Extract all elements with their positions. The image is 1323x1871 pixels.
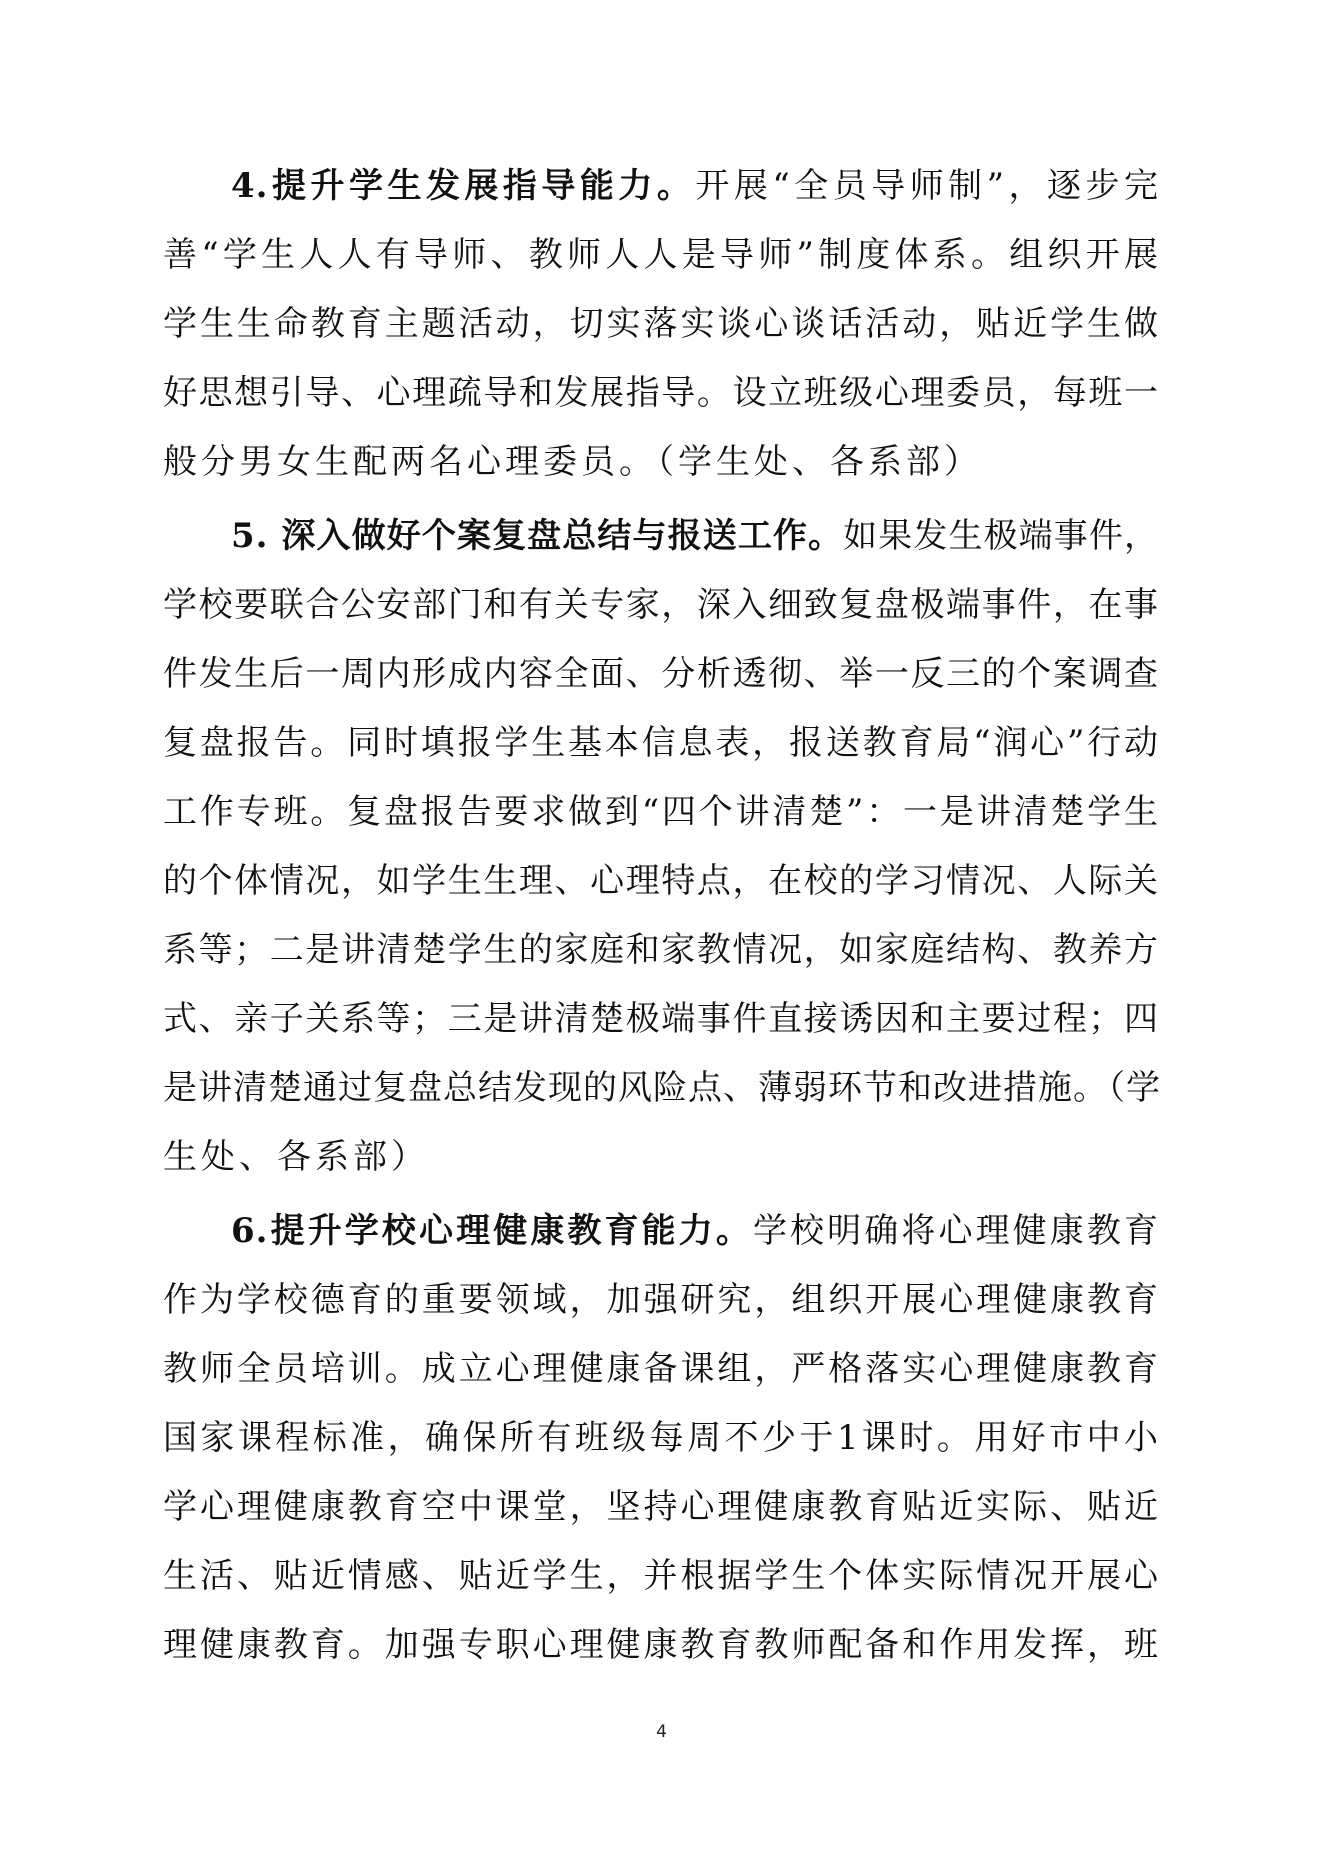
paragraph-4-heading: 4.提升学生发展指导能力。 (231, 166, 696, 206)
paragraph-5-line-5: 工作专班。复盘报告要求做到“四个讲清楚”：一是讲清楚学生 (163, 792, 1159, 832)
paragraph-6-line-3: 教师全员培训。成立心理健康备课组，严格落实心理健康教育 (163, 1349, 1159, 1389)
paragraph-6-line-5: 学心理健康教育空中课堂，坚持心理健康教育贴近实际、贴近 (163, 1487, 1159, 1527)
paragraph-6-line-1 (231, 1198, 1159, 1264)
paragraph-6-line-4: 国家课程标准，确保所有班级每周不少于1课时。用好市中小 (163, 1418, 1159, 1458)
paragraph-4-line-5: 般分男女生配两名心理委员。（学生处、各系部） (163, 442, 982, 482)
paragraph-5-text: 如果发生极端事件， (843, 516, 1159, 556)
paragraph-6-line-2: 作为学校德育的重要领域，加强研究，组织开展心理健康教育 (163, 1280, 1159, 1320)
paragraph-5-heading: 5. 深入做好个案复盘总结与报送工作。 (231, 516, 844, 556)
paragraph-6-line-6: 生活、贴近情感、贴近学生，并根据学生个体实际情况开展心 (163, 1556, 1159, 1596)
paragraph-4-line-2: 善“学生人人有导师、教师人人是导师”制度体系。组织开展 (163, 235, 1159, 275)
paragraph-5-line-3: 件发生后一周内形成内容全面、分析透彻、举一反三的个案调查 (163, 654, 1159, 694)
paragraph-5-line-8: 式、亲子关系等；三是讲清楚极端事件直接诱因和主要过程；四 (163, 999, 1159, 1039)
paragraph-5-line-9: 是讲清楚通过复盘总结发现的风险点、薄弱环节和改进措施。（学 (163, 1068, 1161, 1108)
paragraph-5-line-6: 的个体情况，如学生生理、心理特点，在校的学习情况、人际关 (163, 861, 1159, 901)
paragraph-5-line-10: 生处、各系部） (163, 1137, 429, 1177)
paragraph-4-line-4: 好思想引导、心理疏导和发展指导。设立班级心理委员，每班一 (163, 373, 1159, 413)
paragraph-5-line-7: 系等；二是讲清楚学生的家庭和家教情况，如家庭结构、教养方 (163, 930, 1159, 970)
paragraph-5-line-1 (231, 503, 1159, 569)
paragraph-6-line-7: 理健康教育。加强专职心理健康教育教师配备和作用发挥，班 (163, 1625, 1159, 1665)
paragraph-6-heading: 6.提升学校心理健康教育能力。 (231, 1211, 753, 1251)
paragraph-5-line-4: 复盘报告。同时填报学生基本信息表，报送教育局“润心”行动 (163, 723, 1159, 763)
paragraph-4-line-3: 学生生命教育主题活动，切实落实谈心谈话活动，贴近学生做 (163, 304, 1159, 344)
paragraph-4-text: 开展“全员导师制”，逐步完 (695, 166, 1160, 206)
paragraph-5-line-2: 学校要联合公安部门和有关专家，深入细致复盘极端事件，在事 (163, 585, 1159, 625)
page-number: 4 (656, 1722, 667, 1742)
paragraph-6-text: 学校明确将心理健康教育 (752, 1211, 1159, 1251)
paragraph-4-line-1 (231, 153, 1159, 219)
